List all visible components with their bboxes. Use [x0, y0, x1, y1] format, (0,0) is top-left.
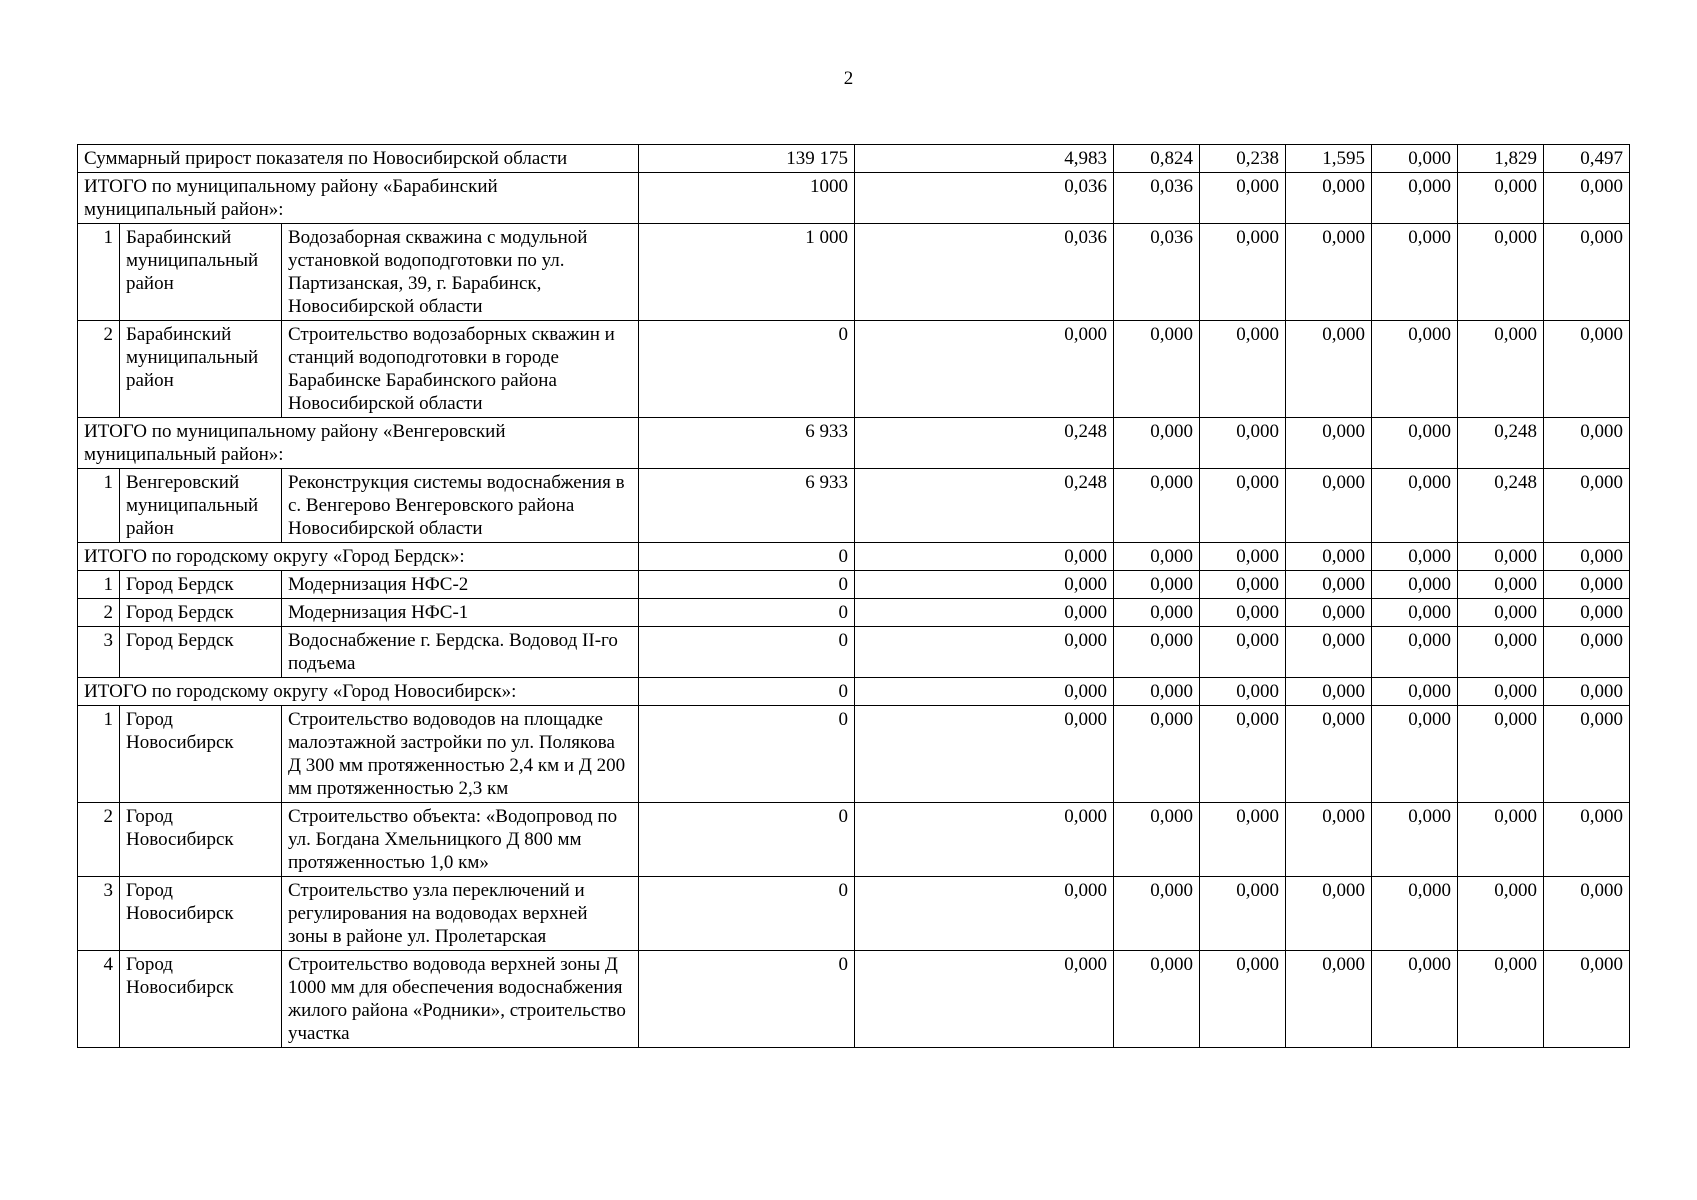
district-name: Город Новосибирск — [120, 706, 282, 803]
indicator-value: 0,000 — [1286, 173, 1372, 224]
indicator-value: 0,000 — [1372, 627, 1458, 678]
indicator-value: 0,000 — [1544, 877, 1630, 951]
indicator-value: 0,000 — [1200, 418, 1286, 469]
row-index: 1 — [78, 706, 120, 803]
indicator-value: 0,000 — [1544, 706, 1630, 803]
indicator-value: 0,000 — [1544, 173, 1630, 224]
indicator-value: 0,000 — [1200, 599, 1286, 627]
indicator-value: 0,000 — [1458, 321, 1544, 418]
indicator-value: 0,000 — [855, 543, 1114, 571]
indicator-value: 0,000 — [1372, 469, 1458, 543]
indicator-value: 0,824 — [1114, 145, 1200, 173]
indicator-value: 0,000 — [1286, 877, 1372, 951]
indicator-value: 0,000 — [855, 599, 1114, 627]
indicator-value: 0,000 — [1458, 571, 1544, 599]
indicator-value: 0,000 — [1458, 678, 1544, 706]
district-name: Барабинский муниципальный район — [120, 321, 282, 418]
volume-value: 6 933 — [639, 469, 855, 543]
indicator-value: 0,000 — [1286, 418, 1372, 469]
row-index: 1 — [78, 571, 120, 599]
table-row — [78, 877, 1630, 951]
volume-value: 0 — [639, 951, 855, 1048]
indicator-value: 0,000 — [1114, 599, 1200, 627]
indicator-value: 0,000 — [1286, 951, 1372, 1048]
district-name: Город Новосибирск — [120, 951, 282, 1048]
indicator-value: 0,000 — [1544, 951, 1630, 1048]
table-row — [78, 469, 1630, 543]
row-index: 3 — [78, 627, 120, 678]
indicator-value: 0,000 — [1372, 321, 1458, 418]
indicator-value: 0,238 — [1200, 145, 1286, 173]
district-name: Венгеровский муниципальный район — [120, 469, 282, 543]
table-row — [78, 599, 1630, 627]
object-name: Водоснабжение г. Бердска. Водовод II-го подъема — [282, 627, 639, 678]
indicator-value: 1,595 — [1286, 145, 1372, 173]
table-row — [78, 571, 1630, 599]
indicator-value: 0,000 — [1286, 627, 1372, 678]
indicator-value: 0,000 — [1114, 803, 1200, 877]
indicator-value: 0,000 — [855, 877, 1114, 951]
indicator-value: 4,983 — [855, 145, 1114, 173]
summary-row — [78, 145, 1630, 173]
indicator-value: 0,000 — [1372, 599, 1458, 627]
summary-label: ИТОГО по муниципальному району «Барабинский муниципальный район»: — [78, 173, 639, 224]
district-name: Барабинский муниципальный район — [120, 224, 282, 321]
summary-label: Суммарный прирост показателя по Новосибирской области — [78, 145, 639, 173]
indicator-value: 0,000 — [1200, 803, 1286, 877]
indicator-value: 0,000 — [1544, 627, 1630, 678]
indicator-value: 0,497 — [1544, 145, 1630, 173]
indicator-value: 0,000 — [1544, 469, 1630, 543]
volume-value: 0 — [639, 627, 855, 678]
volume-value: 0 — [639, 706, 855, 803]
indicator-value: 0,000 — [1372, 224, 1458, 321]
indicator-value: 0,248 — [1458, 418, 1544, 469]
indicator-value: 0,000 — [1372, 543, 1458, 571]
indicator-value: 0,000 — [1544, 803, 1630, 877]
object-name: Строительство водоводов на площадке малоэтажной застройки по ул. Полякова Д 300 мм протяженностью 2,4 км и Д 200 мм протяженностью 2,3 км — [282, 706, 639, 803]
indicator-value: 0,000 — [1200, 543, 1286, 571]
row-index: 2 — [78, 803, 120, 877]
object-name: Строительство объекта: «Водопровод по ул. Богдана Хмельницкого Д 800 мм протяженностью 1,0 км» — [282, 803, 639, 877]
indicator-value: 0,000 — [1286, 706, 1372, 803]
volume-value: 1 000 — [639, 224, 855, 321]
indicator-value: 0,000 — [1544, 571, 1630, 599]
indicator-value: 0,000 — [1114, 571, 1200, 599]
indicator-value: 0,000 — [1372, 173, 1458, 224]
row-index: 4 — [78, 951, 120, 1048]
indicator-value: 0,000 — [1200, 627, 1286, 678]
indicator-value: 0,036 — [855, 224, 1114, 321]
row-index: 2 — [78, 599, 120, 627]
indicator-value: 0,000 — [855, 571, 1114, 599]
table-row — [78, 627, 1630, 678]
indicator-value: 0,000 — [1114, 877, 1200, 951]
indicator-value: 0,000 — [1200, 706, 1286, 803]
volume-value: 0 — [639, 599, 855, 627]
indicator-value: 0,000 — [1458, 224, 1544, 321]
row-index: 3 — [78, 877, 120, 951]
indicator-value: 0,000 — [1458, 803, 1544, 877]
indicator-value: 0,000 — [1286, 678, 1372, 706]
indicator-value: 0,000 — [1544, 224, 1630, 321]
indicator-value: 0,036 — [855, 173, 1114, 224]
indicator-value: 0,000 — [1114, 469, 1200, 543]
object-name: Водозаборная скважина с модульной установкой водоподготовки по ул. Партизанская, 39, г. Барабинск, Новосибирской области — [282, 224, 639, 321]
indicator-value: 0,000 — [1372, 951, 1458, 1048]
indicator-value: 0,000 — [1458, 706, 1544, 803]
indicator-value: 0,000 — [1372, 571, 1458, 599]
indicator-value: 1,829 — [1458, 145, 1544, 173]
volume-value: 6 933 — [639, 418, 855, 469]
indicator-value: 0,000 — [1114, 706, 1200, 803]
indicator-value: 0,000 — [1114, 627, 1200, 678]
page-number: 2 — [843, 68, 854, 89]
volume-value: 0 — [639, 571, 855, 599]
indicator-value: 0,000 — [1458, 543, 1544, 571]
indicator-value: 0,000 — [1200, 571, 1286, 599]
indicator-value: 0,000 — [1372, 418, 1458, 469]
indicator-value: 0,000 — [1286, 469, 1372, 543]
volume-value: 0 — [639, 543, 855, 571]
indicator-value: 0,000 — [1372, 803, 1458, 877]
indicator-value: 0,000 — [1544, 678, 1630, 706]
indicator-value: 0,000 — [1458, 173, 1544, 224]
indicator-value: 0,248 — [1458, 469, 1544, 543]
indicator-value: 0,248 — [855, 418, 1114, 469]
indicator-value: 0,000 — [1286, 321, 1372, 418]
row-index: 2 — [78, 321, 120, 418]
district-name: Город Бердск — [120, 571, 282, 599]
indicator-value: 0,000 — [855, 803, 1114, 877]
indicator-value: 0,000 — [1200, 321, 1286, 418]
indicator-value: 0,000 — [1200, 678, 1286, 706]
district-name: Город Бердск — [120, 627, 282, 678]
object-name: Реконструкция системы водоснабжения в с. Венгерово Венгеровского района Новосибирской области — [282, 469, 639, 543]
district-name: Город Новосибирск — [120, 803, 282, 877]
summary-label: ИТОГО по городскому округу «Город Новосибирск»: — [78, 678, 639, 706]
table-row — [78, 321, 1630, 418]
volume-value: 0 — [639, 877, 855, 951]
indicator-value: 0,000 — [1544, 599, 1630, 627]
indicator-value: 0,000 — [855, 951, 1114, 1048]
indicator-value: 0,000 — [1200, 173, 1286, 224]
indicator-value: 0,000 — [1372, 145, 1458, 173]
row-index: 1 — [78, 224, 120, 321]
district-name: Город Новосибирск — [120, 877, 282, 951]
indicator-value: 0,000 — [1286, 224, 1372, 321]
indicator-value: 0,000 — [1200, 224, 1286, 321]
table-row — [78, 803, 1630, 877]
object-name: Модернизация НФС-2 — [282, 571, 639, 599]
district-name: Город Бердск — [120, 599, 282, 627]
indicator-value: 0,000 — [855, 321, 1114, 418]
table-row — [78, 706, 1630, 803]
object-name: Строительство водовода верхней зоны Д 1000 мм для обеспечения водоснабжения жилого района «Родники», строительство участка — [282, 951, 639, 1048]
indicator-value: 0,000 — [1286, 803, 1372, 877]
table-row — [78, 951, 1630, 1048]
indicator-value: 0,000 — [1114, 543, 1200, 571]
indicator-value: 0,036 — [1114, 224, 1200, 321]
table-body — [78, 145, 1630, 1048]
summary-row — [78, 418, 1630, 469]
table-row — [78, 224, 1630, 321]
indicator-value: 0,000 — [1114, 321, 1200, 418]
indicator-value: 0,000 — [1286, 543, 1372, 571]
summary-row — [78, 543, 1630, 571]
indicator-value: 0,000 — [1458, 627, 1544, 678]
indicator-value: 0,000 — [1200, 877, 1286, 951]
indicator-value: 0,000 — [1544, 418, 1630, 469]
indicator-value: 0,000 — [1544, 321, 1630, 418]
object-name: Модернизация НФС-1 — [282, 599, 639, 627]
indicator-value: 0,000 — [1286, 599, 1372, 627]
summary-label: ИТОГО по городскому округу «Город Бердск»: — [78, 543, 639, 571]
indicator-value: 0,248 — [855, 469, 1114, 543]
object-name: Строительство водозаборных скважин и станций водоподготовки в городе Барабинске Барабинского района Новосибирской области — [282, 321, 639, 418]
summary-row — [78, 678, 1630, 706]
row-index: 1 — [78, 469, 120, 543]
summary-label: ИТОГО по муниципальному району «Венгеровский муниципальный район»: — [78, 418, 639, 469]
volume-value: 1000 — [639, 173, 855, 224]
indicator-value: 0,000 — [1458, 951, 1544, 1048]
indicator-value: 0,000 — [1458, 599, 1544, 627]
indicator-value: 0,000 — [1200, 469, 1286, 543]
indicator-value: 0,000 — [1114, 418, 1200, 469]
volume-value: 0 — [639, 321, 855, 418]
volume-value: 0 — [639, 678, 855, 706]
indicator-value: 0,000 — [1372, 678, 1458, 706]
indicator-value: 0,000 — [855, 678, 1114, 706]
indicator-value: 0,000 — [855, 627, 1114, 678]
indicator-table — [77, 144, 1630, 1048]
summary-row — [78, 173, 1630, 224]
indicator-value: 0,036 — [1114, 173, 1200, 224]
indicator-value: 0,000 — [1372, 877, 1458, 951]
indicator-value: 0,000 — [1544, 543, 1630, 571]
indicator-value: 0,000 — [1286, 571, 1372, 599]
volume-value: 139 175 — [639, 145, 855, 173]
object-name: Строительство узла переключений и регулирования на водоводах верхней зоны в районе ул. Пролетарская — [282, 877, 639, 951]
indicator-value: 0,000 — [1114, 951, 1200, 1048]
volume-value: 0 — [639, 803, 855, 877]
indicator-value: 0,000 — [1372, 706, 1458, 803]
indicator-value: 0,000 — [1200, 951, 1286, 1048]
indicator-value: 0,000 — [1114, 678, 1200, 706]
indicator-value: 0,000 — [1458, 877, 1544, 951]
indicator-value: 0,000 — [855, 706, 1114, 803]
